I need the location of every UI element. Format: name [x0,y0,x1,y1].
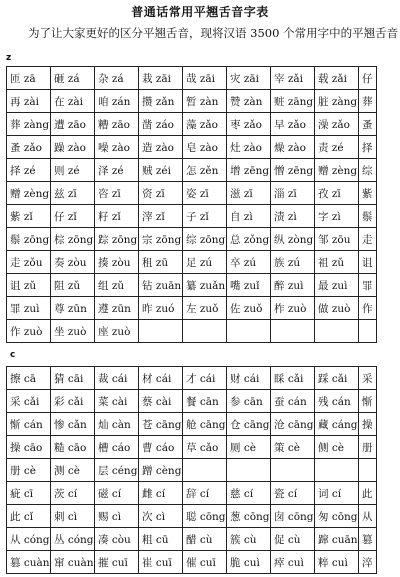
character-cell: 最 zuì [315,274,359,297]
character-cell: 罪 zuì [7,297,51,320]
character-cell: 则 zé [51,159,95,182]
character-cell: 曹 cáo [139,436,183,459]
character-cell: 遭 zāo [51,113,95,136]
character-cell: 纵 zòng [271,228,315,251]
character-cell: 择 [359,136,377,159]
character-cell [227,320,271,343]
character-cell: 阻 zǔ [51,274,95,297]
character-cell: 早 zǎo [271,113,315,136]
character-cell: 册 [359,436,377,459]
character-cell: 醋 cù [183,528,227,551]
character-cell: 慈 cí [227,482,271,505]
character-cell: 舱 cāng [183,413,227,436]
character-cell: 擦 cā [7,367,51,390]
character-cell: 籽 zǐ [95,205,139,228]
character-cell: 座 zuò [95,320,139,343]
character-cell: 灶 zào [227,136,271,159]
character-cell: 雌 cí [139,482,183,505]
character-cell: 匝 zā [7,67,51,90]
section-c-table [6,366,377,574]
character-cell: 坐 zuò [51,320,95,343]
character-cell: 诅 zǔ [7,274,51,297]
character-cell [271,459,315,482]
character-cell: 层 céng [95,459,139,482]
intro-paragraph: 为了让大家更好的区分平翘舌音，现将汉语 3500 个常用字中的平翘舌音 [28,26,399,40]
character-cell: 躁 zào [51,136,95,159]
character-cell: 奏 zòu [51,251,95,274]
character-cell: 葬 zàng [7,113,51,136]
character-cell: 作 zuò [7,320,51,343]
character-cell: 宗 zōng [139,228,183,251]
table-row [7,367,377,390]
character-cell: 再 zài [7,90,51,113]
character-cell: 紫 [359,182,377,205]
character-cell: 祖 zǔ [315,251,359,274]
character-cell: 卒 zú [227,251,271,274]
character-cell: 孜 zī [315,182,359,205]
table-row [7,297,377,320]
character-cell: 材 cái [139,367,183,390]
character-cell: 促 cù [271,528,315,551]
section-c-label: c [10,350,16,360]
character-cell: 灾 zāi [227,67,271,90]
character-cell: 族 zú [271,251,315,274]
table-row [7,228,377,251]
character-cell: 测 cè [51,459,95,482]
character-cell: 造 zào [139,136,183,159]
section-z-table [6,66,377,343]
character-cell: 嘴 zuǐ [227,274,271,297]
character-cell: 淄 zī [271,182,315,205]
character-cell: 蚤 [359,113,377,136]
character-cell: 磁 cí [95,482,139,505]
character-cell: 葱 cōng [227,505,271,528]
character-cell: 葬 [359,90,377,113]
table-row [7,251,377,274]
character-cell: 辞 cí [183,482,227,505]
character-cell: 揍 zòu [95,251,139,274]
character-cell: 子 zǐ [183,205,227,228]
character-cell: 簇 cù [227,528,271,551]
page-title: 普通话常用平翘舌音字表 [131,5,269,19]
character-cell: 宰 zǎi [271,67,315,90]
character-cell: 粹 cuì [315,551,359,574]
character-cell [227,459,271,482]
character-cell: 紫 zǐ [7,205,51,228]
character-cell: 脏 zàng [315,90,359,113]
character-cell: 兹 zī [51,182,95,205]
character-cell: 足 zú [183,251,227,274]
character-cell: 鬃 [359,205,377,228]
character-cell: 踩 cǎi [315,367,359,390]
character-cell: 钻 zuān [139,274,183,297]
character-cell: 赐 cì [95,505,139,528]
table-row [7,274,377,297]
character-cell [315,320,359,343]
character-cell: 澡 zǎo [315,113,359,136]
character-cell: 策 cè [271,436,315,459]
character-cell: 哉 zāi [183,67,227,90]
character-cell: 篡 [359,528,377,551]
character-cell: 砸 zá [51,67,95,90]
character-cell: 字 zì [315,205,359,228]
character-cell: 册 cè [7,459,51,482]
character-cell: 憎 zēng [271,159,315,182]
character-cell: 综 zōng [183,228,227,251]
character-cell: 诅 [359,251,377,274]
table-row [7,528,377,551]
character-cell: 此 [359,482,377,505]
character-cell: 聪 cōng [183,505,227,528]
character-cell: 睬 cǎi [271,367,315,390]
character-cell: 灿 càn [95,413,139,436]
character-cell: 增 zēng [227,159,271,182]
character-cell: 崔 cuī [139,551,183,574]
character-cell: 蔡 cài [139,390,183,413]
table-row [7,413,377,436]
character-cell: 左 zuǒ [183,297,227,320]
character-cell: 责 zé [315,136,359,159]
character-cell: 糟 zāo [95,113,139,136]
character-cell: 此 cǐ [7,505,51,528]
character-cell: 泽 zé [95,159,139,182]
table-row [7,459,377,482]
character-cell: 刺 cì [51,505,95,528]
character-cell [359,459,377,482]
character-cell: 丛 cóng [51,528,95,551]
character-cell: 惭 cán [7,413,51,436]
character-cell: 仔 zǐ [51,205,95,228]
character-cell: 厕 cè [227,436,271,459]
table-row [7,182,377,205]
table-row [7,67,377,90]
table-row [7,482,377,505]
character-cell: 枣 zǎo [227,113,271,136]
character-cell: 总 zǒng [227,228,271,251]
character-cell: 草 cǎo [183,436,227,459]
character-cell: 囱 cōng [271,505,315,528]
character-cell: 滋 zī [227,182,271,205]
character-cell: 择 zé [7,159,51,182]
character-cell: 才 cái [183,367,227,390]
character-cell: 财 cái [227,367,271,390]
character-cell: 残 cán [315,390,359,413]
character-cell: 蚤 zǎo [7,136,51,159]
character-cell: 糙 cāo [51,436,95,459]
character-cell: 姿 zī [183,182,227,205]
section-z-label: z [6,53,12,63]
character-cell: 走 [359,228,377,251]
character-cell: 脆 cuì [227,551,271,574]
character-cell: 瓷 cí [271,482,315,505]
character-cell: 噪 zào [95,136,139,159]
character-cell [183,459,227,482]
character-cell: 昨 zuó [139,297,183,320]
character-cell: 在 zài [51,90,95,113]
character-cell: 贼 zéi [139,159,183,182]
character-cell: 词 cí [315,482,359,505]
character-cell: 裁 cái [95,367,139,390]
character-cell: 滓 zǐ [139,205,183,228]
character-cell: 瘁 cuì [271,551,315,574]
character-cell: 组 zǔ [95,274,139,297]
character-cell: 操 [359,413,377,436]
character-cell: 菜 cài [95,390,139,413]
character-cell: 从 cóng [7,528,51,551]
character-cell: 采 [359,367,377,390]
character-cell: 蚕 cán [271,390,315,413]
character-cell: 匆 cōng [315,505,359,528]
character-cell: 赠 zèng [7,182,51,205]
character-cell: 租 zū [139,251,183,274]
character-cell: 茨 cí [51,482,95,505]
table-row [7,136,377,159]
character-cell: 纂 zuǎn [183,274,227,297]
character-cell: 怎 zěn [183,159,227,182]
table-row [7,113,377,136]
character-cell: 作 [359,297,377,320]
table-row [7,320,377,343]
character-cell: 蹿 cuān [315,528,359,551]
character-cell: 惨 cǎn [51,413,95,436]
character-cell: 自 zì [227,205,271,228]
character-cell: 仓 cāng [227,413,271,436]
character-cell: 藻 zǎo [183,113,227,136]
character-cell: 赠 zèng [315,159,359,182]
character-cell: 踪 zōng [95,228,139,251]
character-cell: 罪 [359,274,377,297]
character-cell: 藏 cáng [315,413,359,436]
character-cell: 篡 cuàn [7,551,51,574]
character-cell: 咱 zán [95,90,139,113]
character-cell: 淬 [359,551,377,574]
character-cell: 参 cān [227,390,271,413]
character-cell: 操 cāo [7,436,51,459]
character-cell: 载 zǎi [315,67,359,90]
character-cell: 做 zuò [315,297,359,320]
character-cell [183,320,227,343]
character-cell [359,320,377,343]
character-cell: 次 cì [139,505,183,528]
table-row [7,436,377,459]
character-cell: 邹 zōu [315,228,359,251]
character-cell: 从 [359,505,377,528]
character-cell: 惭 [359,390,377,413]
character-cell: 赃 zāng [271,90,315,113]
character-cell: 综 [359,159,377,182]
character-cell: 柞 zuò [271,297,315,320]
character-cell: 走 zǒu [7,251,51,274]
character-cell: 采 cǎi [7,390,51,413]
table-row [7,505,377,528]
character-cell: 醉 zuì [271,274,315,297]
character-cell: 槽 cáo [95,436,139,459]
character-cell: 咨 zī [95,182,139,205]
character-cell: 暂 zàn [183,90,227,113]
character-cell: 仔 [359,67,377,90]
table-row [7,551,377,574]
character-cell: 餐 cān [183,390,227,413]
character-cell: 苍 cāng [139,413,183,436]
character-cell: 摧 cuī [95,551,139,574]
character-cell: 窜 cuàn [51,551,95,574]
character-cell: 彩 cǎi [51,390,95,413]
character-cell: 凑 còu [95,528,139,551]
character-cell: 资 zī [139,182,183,205]
table-row [7,390,377,413]
character-cell: 疵 cī [7,482,51,505]
character-cell: 鬃 zōng [7,228,51,251]
character-cell: 蹭 cèng [139,459,183,482]
character-cell: 皂 zào [183,136,227,159]
character-cell: 凿 záo [139,113,183,136]
character-cell: 赞 zàn [227,90,271,113]
character-cell: 攒 zǎn [139,90,183,113]
character-cell: 尊 zūn [51,297,95,320]
table-row [7,90,377,113]
character-cell: 栽 zāi [139,67,183,90]
character-cell: 粗 cū [139,528,183,551]
character-cell: 佐 zuǒ [227,297,271,320]
character-cell: 侧 cè [315,436,359,459]
character-cell: 燥 zào [271,136,315,159]
character-cell: 杂 zá [95,67,139,90]
character-cell: 催 cuī [183,551,227,574]
character-cell: 棕 zōng [51,228,95,251]
character-cell [271,320,315,343]
table-row [7,159,377,182]
character-cell: 猜 cāi [51,367,95,390]
character-cell [139,320,183,343]
character-cell [315,459,359,482]
table-row [7,205,377,228]
character-cell: 遵 zūn [95,297,139,320]
character-cell: 沧 cāng [271,413,315,436]
character-cell: 渍 zì [271,205,315,228]
